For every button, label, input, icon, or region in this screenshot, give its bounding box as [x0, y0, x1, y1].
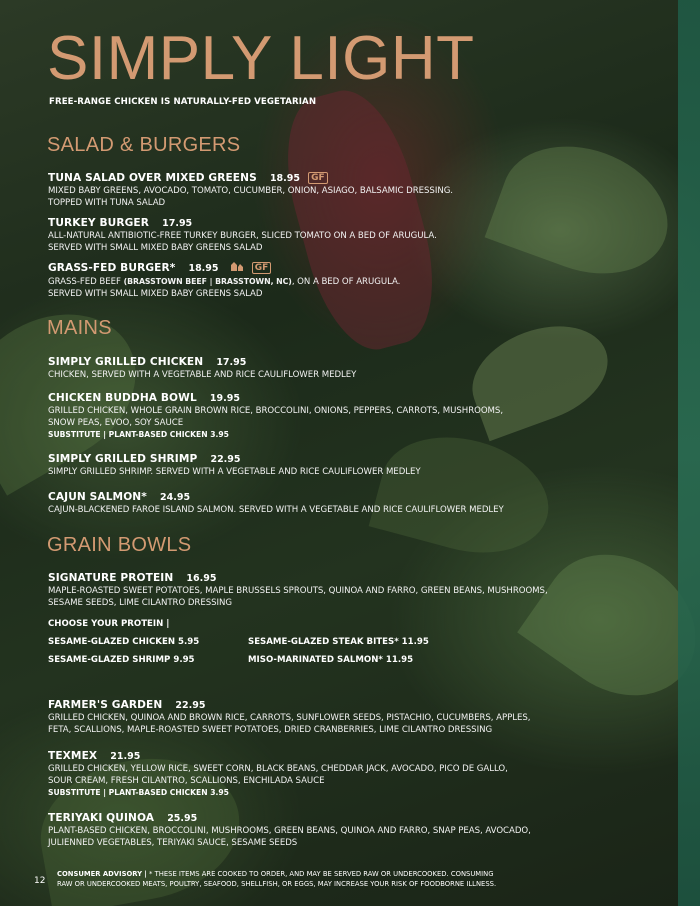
item-description: MIXED BABY GREENS, AVOCADO, TOMATO, CUCUMBER, ONION, ASIAGO, BALSAMIC DRESSING. TOPPED WITH TUNA SALAD [48, 186, 453, 208]
gluten-free-badge: GF [252, 262, 272, 274]
item-name: TEXMEX [48, 750, 98, 762]
item-name: TURKEY BURGER [48, 217, 150, 229]
item-name: TUNA SALAD OVER MIXED GREENS [48, 172, 257, 184]
menu-item [48, 166, 648, 209]
item-price: 17.95 [162, 218, 193, 229]
item-price: 25.95 [167, 813, 198, 824]
substitute-note: SUBSTITUTE | PLANT-BASED CHICKEN 3.95 [48, 430, 229, 440]
protein-option: MISO-MARINATED SALMON* 11.95 [248, 655, 414, 665]
protein-option: SESAME-GLAZED CHICKEN 5.95 [48, 637, 200, 647]
item-name: GRASS-FED BURGER* [48, 262, 176, 274]
item-description: SIMPLY GRILLED SHRIMP. SERVED WITH A VEGETABLE AND RICE CAULIFLOWER MEDLEY [48, 467, 421, 477]
menu-item [48, 485, 648, 517]
section-heading-bowls: GRAIN BOWLS [47, 534, 192, 556]
item-price: 22.95 [210, 454, 241, 465]
protein-option: SESAME-GLAZED SHRIMP 9.95 [48, 655, 195, 665]
item-name: SIMPLY GRILLED CHICKEN [48, 356, 204, 368]
consumer-advisory: CONSUMER ADVISORY | * THESE ITEMS ARE COOKED TO ORDER, AND MAY BE SERVED RAW OR UNDERCOOKED. CONSUMING RAW OR UNDERCOOKED MEATS, POULTRY, SEAFOOD, SHELLFISH, OR EGGS, MAY INCREASE YOUR RISK OF FOODBORNE ILLNESS. [57, 870, 497, 888]
item-description: GRASS-FED BEEF (BRASSTOWN BEEF | BRASSTOWN, NC), ON A BED OF ARUGULA. SERVED WITH SMALL MIXED BABY GREENS SALAD [48, 277, 401, 299]
gluten-free-badge: GF [308, 172, 328, 184]
choose-protein-label: CHOOSE YOUR PROTEIN | [48, 619, 170, 629]
menu-item [48, 447, 648, 479]
item-description: GRILLED CHICKEN, WHOLE GRAIN BROWN RICE, BROCCOLINI, ONIONS, PEPPERS, CARROTS, MUSHROOMS, SNOW PEAS, EVOO, SOY SAUCE [48, 406, 503, 428]
section-heading-salad: SALAD & BURGERS [47, 134, 241, 156]
item-description: GRILLED CHICKEN, YELLOW RICE, SWEET CORN, BLACK BEANS, CHEDDAR JACK, AVOCADO, PICO DE GALLO, SOUR CREAM, FRESH CILANTRO, SCALLIONS, ENCHILADA SAUCE [48, 764, 508, 786]
menu-item [48, 693, 648, 736]
item-price: 16.95 [186, 573, 217, 584]
item-name: SIGNATURE PROTEIN [48, 572, 174, 584]
item-price: 24.95 [160, 492, 191, 503]
item-description: CHICKEN, SERVED WITH A VEGETABLE AND RICE CAULIFLOWER MEDLEY [48, 370, 357, 380]
item-price: 22.95 [175, 700, 206, 711]
item-price: 18.95 [269, 173, 300, 184]
menu-item [48, 256, 648, 300]
item-price: 21.95 [110, 751, 141, 762]
item-name: CHICKEN BUDDHA BOWL [48, 392, 197, 404]
item-name: CAJUN SALMON* [48, 491, 147, 503]
local-farm-icon [230, 257, 244, 268]
menu-item [48, 386, 648, 439]
item-description: ALL-NATURAL ANTIBIOTIC-FREE TURKEY BURGER, SLICED TOMATO ON A BED OF ARUGULA. SERVED WITH SMALL MIXED BABY GREENS SALAD [48, 231, 437, 253]
menu-item [48, 806, 648, 849]
item-description: PLANT-BASED CHICKEN, BROCCOLINI, MUSHROOMS, GREEN BEANS, QUINOA AND FARRO, SNAP PEAS, AVOCADO, JULIENNED VEGETABLES, TERIYAKI SAUCE, SESAME SEEDS [48, 826, 531, 848]
menu-item [48, 744, 648, 797]
menu-item [48, 566, 648, 609]
page-number: 12 [34, 876, 46, 886]
section-heading-mains: MAINS [47, 317, 112, 339]
item-description: CAJUN-BLACKENED FAROE ISLAND SALMON. SERVED WITH A VEGETABLE AND RICE CAULIFLOWER MEDLEY [48, 505, 504, 515]
item-price: 17.95 [216, 357, 247, 368]
protein-option: SESAME-GLAZED STEAK BITES* 11.95 [248, 637, 429, 647]
item-price: 19.95 [209, 393, 240, 404]
substitute-note: SUBSTITUTE | PLANT-BASED CHICKEN 3.95 [48, 788, 229, 798]
item-price: 18.95 [188, 263, 219, 274]
item-name: SIMPLY GRILLED SHRIMP [48, 453, 198, 465]
item-description: MAPLE-ROASTED SWEET POTATOES, MAPLE BRUSSELS SPROUTS, QUINOA AND FARRO, GREEN BEANS, MUSHROOMS, SESAME SEEDS, LIME CILANTRO DRESSING [48, 586, 548, 608]
item-name: FARMER'S GARDEN [48, 699, 163, 711]
menu-item [48, 211, 648, 254]
item-name: TERIYAKI QUINOA [48, 812, 155, 824]
item-description: GRILLED CHICKEN, QUINOA AND BROWN RICE, CARROTS, SUNFLOWER SEEDS, PISTACHIO, CUCUMBERS, APPLES, FETA, SCALLIONS, MAPLE-ROASTED SWEET POTATOES, DRIED CRANBERRIES, LIME CILANTRO DRESSING [48, 713, 531, 735]
page-title: SIMPLY LIGHT [47, 24, 475, 93]
menu-item [48, 350, 648, 382]
page-subtitle: FREE-RANGE CHICKEN IS NATURALLY-FED VEGETARIAN [49, 97, 317, 107]
